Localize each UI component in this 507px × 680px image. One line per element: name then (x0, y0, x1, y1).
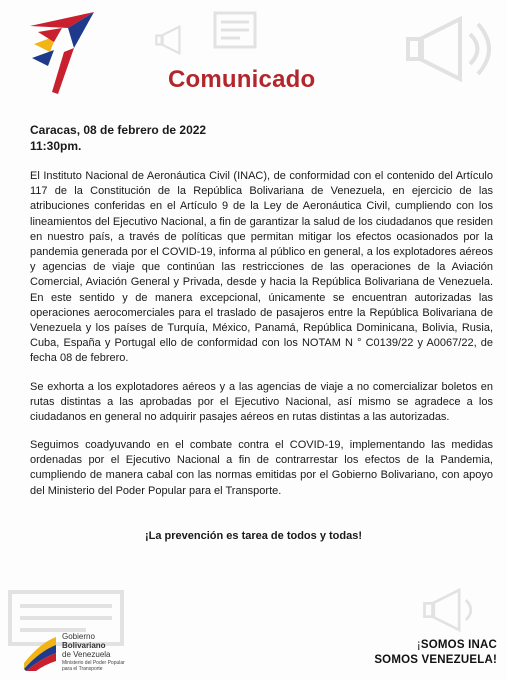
gov-line-3: de Venezuela (62, 650, 111, 659)
inac-bold: SOMOS INAC (420, 639, 497, 651)
time-line: 11:30pm. (30, 139, 82, 153)
page-title: Comunicado (168, 66, 316, 93)
somos-inac-label (417, 639, 497, 651)
paragraph-3: Seguimos coadyuvando en el combate contra el COVID-19, implementando las medidas ordenadas por el Ejecutivo Nacional a fin de contrarrestar los efectos de la Pandemia, cumpliendo de manera cabal con las normas emitidas por el Gobierno Bolivariano, con apoyo del Ministerio del Poder Popular para el Transporte. (30, 439, 493, 497)
gov-line-1: Gobierno (62, 632, 95, 641)
ministry-line-2: para el Transporte (62, 666, 103, 672)
venezuela-flag-icon (22, 633, 58, 671)
inac-logo-icon (28, 8, 98, 94)
date-time (30, 122, 206, 154)
somos-venezuela-label: SOMOS VENEZUELA! (374, 654, 497, 666)
ministry-line-1: Ministerio del Poder Popular (62, 660, 125, 666)
gov-line-2: Bolivariano (62, 641, 106, 650)
paragraph-1: El Instituto Nacional de Aeronáutica Civil (INAC), de conformidad con el contenido del Artículo 117 de la Constitución de la República Bolivariana de Venezuela, en ejercicio de las atribuciones conferidas en el Artículo 9 de la Ley de Aeronáutica Civil, cumpliendo con los lineamientos del Ejecutivo Nacional, a fin de garantizar la salud de los ciudadanos que residen en nuestro país, a través de políticas que permitan mitigar los efectos ocasionados por la pandemia generada por el COVID-19, informa al público en general, a los explotadores aéreos y agencias de viaje que continúan las restricciones de las operaciones de la Aviación Comercial, Aviación General y Privada, desde y hacia la República Bolivariana de Venezuela. En este sentido y de manera excepcional, únicamente se encuentran autorizadas las operaciones aerocomerciales para el traslado de pasajeros entre la República Bolivariana de Venezuela y los países de Turquía, México, Panamá, República Dominicana, Bolivia, Rusia, Cuba, España y Portugal ello de conformidad con los NOTAM N ° C0139/22 y A0067/22, de fecha 08 de febrero. (30, 170, 493, 365)
slogan: ¡La prevención es tarea de todos y todas! (144, 530, 362, 542)
megaphone-icon (405, 580, 500, 640)
inac-prefix: ¡ (416, 639, 421, 651)
ministry-label (62, 660, 125, 672)
newspaper-icon (212, 10, 258, 50)
government-label (62, 632, 111, 659)
megaphone-icon (150, 20, 200, 60)
paragraph-2: Se exhorta a los explotadores aéreos y a las agencias de viaje a no comercializar boletos en rutas distintas a las aprobadas por el Ejecutivo Nacional, así mismo se agradece a los ciudadanos en general no adquirir pasajes aéreos en rutas distintas a las autorizadas. (30, 381, 493, 424)
date-line: Caracas, 08 de febrero de 2022 (30, 123, 207, 137)
megaphone-icon (400, 4, 500, 94)
